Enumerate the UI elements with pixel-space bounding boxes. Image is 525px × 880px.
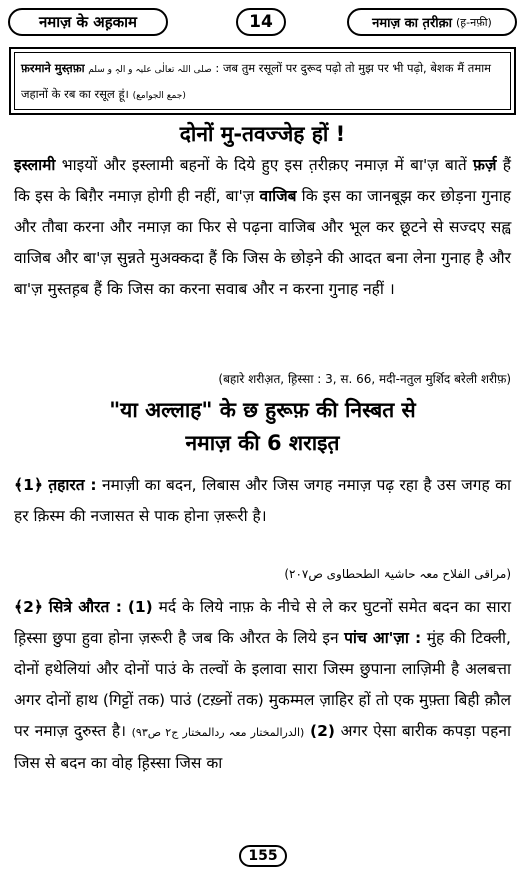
section1-reference: (बहारे शरीअ़त, ह़िस्सा : 3, स. 66, मदी-नतुल मुर्शिद बरेली शरीफ़) xyxy=(218,372,511,386)
para-wajib: वाजिब xyxy=(259,187,297,205)
hadith-text-2: जहानों के रब का रसूल हूं। xyxy=(21,87,129,101)
section1-paragraph xyxy=(14,150,511,305)
page-number-badge xyxy=(239,845,287,867)
condition-2-reference: (الدرالمختار معہ ردالمختار ج۲ ص۹۳) xyxy=(131,726,305,739)
condition-2-text-a: मर्द के लिये नाफ़ के नीचे से ले कर घुटनों समेत बदन का सारा ह़िस्सा छुपा हुवा होना ज़रूरी है जब कि औरत के लिये इन xyxy=(14,598,511,647)
hadith-line-1 xyxy=(21,56,504,82)
hadith-source: (جمع الجوامع) xyxy=(132,91,186,101)
hadith-line-2 xyxy=(21,82,504,108)
page-number: 155 xyxy=(248,848,278,864)
condition-2-label: सित्रे औरत : xyxy=(48,598,122,616)
condition-1-text: नमाज़ी का बदन, लिबास और जिस जगह नमाज़ पढ़ रहा है उस जगह का हर क़िस्म की नजासत से पाक होना ज़रूरी है। xyxy=(14,476,511,525)
section2-title-line2: नमाज़ की 6 शराइत़ xyxy=(185,431,340,455)
para-b: हैं कि इस के बिग़ैर नमाज़ होगी ही नहीं, बा'ज़ xyxy=(14,156,511,205)
condition-1-label: त़हारत : xyxy=(48,476,97,494)
para-a: भाइयों और इस्लामी बहनों के दिये हुए इस त़रीक़ए नमाज़ में बा'ज़ बातें xyxy=(55,156,474,174)
condition-2-bold: पांच आ'ज़ा : xyxy=(344,629,422,647)
chapter-page-badge xyxy=(236,8,286,36)
hadith-box xyxy=(14,52,511,110)
chapter-subtitle: (ह़-नफ़ी) xyxy=(456,15,492,29)
condition-1-number: ﴾1﴿ xyxy=(14,476,43,494)
para-farz: फ़र्ज़ xyxy=(473,156,497,174)
book-title: नमाज़ के अह़काम xyxy=(38,13,138,31)
condition-2 xyxy=(14,592,511,779)
chapter-page-number: 14 xyxy=(249,12,273,32)
condition-2-sub1: (1) xyxy=(127,598,153,616)
hadith-salutation: صلی اللہ تعالٰی علیہ و الہٖ و سلم xyxy=(88,65,212,75)
section1-title: दोनों मु-तवज्जेह हों ! xyxy=(179,122,346,146)
hadith-text-1: : जब तुम रसूलों पर दुरूद पढ़ो तो मुझ पर भी पढ़ो, बेशक मैं तमाम xyxy=(215,61,492,75)
para-lead: इस्लामी xyxy=(14,156,56,174)
condition-2-text-b: मुंह की टिक्ली, दोनों हथेलियां और दोनों पाउं के तल्वों के इलावा सारा जिस्म छुपाना लाज़िमी है अलबत्ता अगर दोनों हाथ (गिट्टों तक) पाउं (टख़्नों तक) मुकम्मल ज़ाहिर हों तो एक मुफ़्ता बिही क़ौल पर नमाज़ दुरुस्त है। xyxy=(14,629,511,740)
book-title-badge xyxy=(8,8,168,36)
condition-2-text-c: अगर ऐसा बारीक कपड़ा पहना जिस से बदन का वोह ह़िस्सा जिस का xyxy=(14,722,511,772)
condition-1 xyxy=(14,470,511,532)
chapter-title-badge xyxy=(347,8,517,36)
chapter-title: नमाज़ का त़रीक़ा xyxy=(372,16,453,31)
section2-title-line1: "या अल्लाह" के छ हुरूफ़ की निस्बत से xyxy=(109,398,416,422)
condition-1-reference: (مراقی الفلاح معہ حاشیۃ الطحطاوی ص۲۰۷) xyxy=(284,567,511,581)
hadith-label: फ़रमाने मुस्त़फ़ा xyxy=(21,61,85,75)
para-c: कि इस का जानबूझ कर छोड़ना गुनाह और तौबा करना और नमाज़ का फिर से पढ़ना वाजिब और भूल कर छूटने से सज्दए सह्व वाजिब और बा'ज़ सुन्नते मुअक्कदा हैं कि जिस के छोड़ने की आदत बना लेना गुनाह है और बा'ज़ मुस्तह़ब हैं कि जिस का करना सवाब और न करना गुनाह नहीं । xyxy=(14,187,511,298)
condition-2-sub2: (2) xyxy=(309,722,335,740)
condition-2-number: ﴾2﴿ xyxy=(14,598,43,616)
